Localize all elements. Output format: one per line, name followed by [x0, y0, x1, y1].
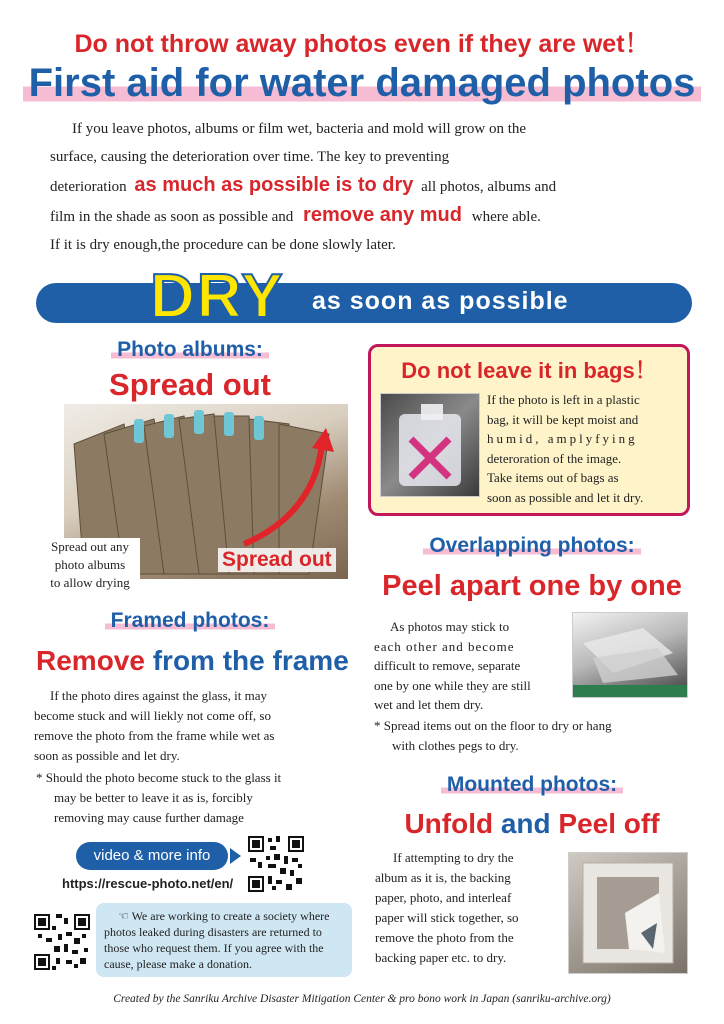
- intro-line: [50, 171, 690, 201]
- mounted-text-line: backing paper etc. to dry.: [375, 950, 507, 965]
- mounted-text-line: If attempting to dry the: [393, 850, 514, 865]
- mounted-label-wrap: [362, 773, 702, 797]
- bags-text-line: humid, amplyfying: [487, 431, 638, 446]
- footer-credit: Created by the Sanriku Archive Disaster Mitigation Center & pro bono work in Japan (sanriku-archive.org): [113, 993, 611, 1005]
- bags-heading: Do not leave it in bags！: [401, 358, 657, 383]
- intro-emphasis-dry: as much as possible is to dry: [134, 174, 414, 196]
- framed-text: [34, 686, 354, 766]
- intro-line: [50, 201, 690, 231]
- donation-text: [104, 908, 350, 972]
- overlap-text-line: one by one while they are still: [374, 677, 531, 693]
- header-subtitle: Do not throw away photos even if they are wet！: [74, 30, 650, 58]
- mounted-photo-illustration: [569, 853, 687, 973]
- framed-heading-blue: from the frame: [152, 645, 349, 676]
- mounted-heading-red: Peel off: [558, 808, 660, 839]
- mounted-text-line: album as it is, the backing: [375, 870, 511, 885]
- pointing-hand-icon: ☜: [118, 909, 129, 923]
- donation-line-text: We are working to create a society where: [131, 909, 330, 923]
- bags-text-line: If the photo is left in a plastic: [487, 392, 640, 407]
- video-info-button[interactable]: video & more info: [76, 842, 228, 870]
- intro-line: surface, causing the deterioration over time. The key to preventing: [50, 149, 450, 165]
- mounted-heading-blue: and: [500, 808, 551, 839]
- overlap-text-line: each other and become: [374, 638, 515, 654]
- framed-text-line: soon as possible and let dry.: [34, 748, 180, 763]
- overlap-note: [374, 716, 694, 756]
- intro-text: where able.: [471, 209, 541, 225]
- mounted-text-line: paper, photo, and interleaf: [375, 890, 512, 905]
- mounted-label: Mounted photos:: [441, 773, 623, 796]
- overlap-label-wrap: [362, 534, 702, 558]
- albums-caption: [40, 538, 140, 592]
- triangle-right-icon: [230, 848, 241, 864]
- page-title: First aid for water damaged photos: [23, 61, 702, 105]
- intro-text: all photos, albums and: [421, 179, 557, 195]
- bags-text: [487, 390, 681, 507]
- intro-emphasis-mud: remove any mud: [303, 204, 462, 226]
- overlap-photo-illustration: [573, 613, 687, 697]
- qr-code-icon[interactable]: [34, 914, 90, 970]
- bag-photo: [380, 393, 480, 497]
- mounted-text-line: paper will stick together, so: [375, 910, 519, 925]
- donation-line: [104, 908, 350, 924]
- albums-label-wrap: [0, 338, 380, 362]
- video-url-link[interactable]: https://rescue-photo.net/en/: [62, 876, 234, 891]
- mounted-text-line: remove the photo from the: [375, 930, 514, 945]
- framed-note: [36, 768, 356, 828]
- caption-line: photo albums: [54, 557, 126, 572]
- bags-text-line: soon as possible and let it dry.: [487, 489, 644, 505]
- overlap-heading: Peel apart one by one: [382, 570, 682, 602]
- mounted-photo: [568, 852, 688, 974]
- albums-arrow-label: Spread out: [218, 548, 336, 572]
- donation-line: photos leaked during disasters are returned to: [104, 925, 322, 939]
- intro-paragraph: [50, 115, 690, 259]
- bags-text-line: deteroration of the image.: [487, 450, 622, 466]
- mounted-text: [375, 848, 563, 968]
- qr-code-icon[interactable]: [248, 836, 304, 892]
- overlap-photo: [572, 612, 688, 698]
- albums-label: Photo albums:: [111, 338, 269, 361]
- overlap-note-line: * Spread items out on the floor to dry or hang: [374, 718, 612, 733]
- intro-text: deterioration: [50, 179, 127, 195]
- framed-label-wrap: [0, 609, 380, 633]
- framed-text-line: If the photo dires against the glass, it may: [50, 688, 267, 703]
- overlap-text-line: difficult to remove, separate: [374, 658, 521, 673]
- dry-banner-rest: as soon as possible: [312, 287, 569, 315]
- intro-line: If it is dry enough,the procedure can be done slowly later.: [50, 237, 396, 253]
- framed-note-line: removing may cause further damage: [54, 810, 244, 825]
- intro-text: film in the shade as soon as possible and: [50, 209, 294, 225]
- donation-line: cause, please make a donation.: [104, 957, 252, 971]
- overlap-text-line: As photos may stick to: [390, 619, 510, 634]
- framed-note-line: * Should the photo become stuck to the glass it: [36, 770, 282, 785]
- framed-text-line: become stuck and will liekly not come off, so: [34, 708, 271, 723]
- intro-line: If you leave photos, albums or film wet, bacteria and mold will grow on the: [72, 121, 527, 137]
- overlap-text: [374, 617, 568, 715]
- bags-text-line: Take items out of bags as: [487, 470, 619, 485]
- caption-line: to allow drying: [50, 575, 130, 590]
- framed-text-line: remove the photo from the frame while wet as: [34, 728, 275, 743]
- framed-label: Framed photos:: [105, 609, 276, 632]
- albums-heading: Spread out: [109, 367, 271, 402]
- overlap-label: Overlapping photos:: [423, 534, 640, 557]
- caption-line: Spread out any: [51, 539, 129, 554]
- bags-text-line: bag, it will be kept moist and: [487, 411, 639, 427]
- bag-photo-illustration: [381, 394, 479, 496]
- framed-heading: [36, 645, 349, 677]
- mounted-heading-red: Unfold: [404, 808, 494, 839]
- mounted-heading: [362, 808, 702, 840]
- framed-heading-red: Remove: [36, 645, 145, 676]
- overlap-text-line: wet and let them dry.: [374, 697, 484, 712]
- overlap-note-line: with clothes pegs to dry.: [392, 738, 519, 753]
- donation-line: those who request them. If you agree with the: [104, 941, 324, 955]
- dry-banner-big: DRY: [150, 262, 285, 331]
- framed-note-line: may be better to leave it as is, forcibly: [54, 790, 253, 805]
- header-title-wrap: [0, 58, 724, 108]
